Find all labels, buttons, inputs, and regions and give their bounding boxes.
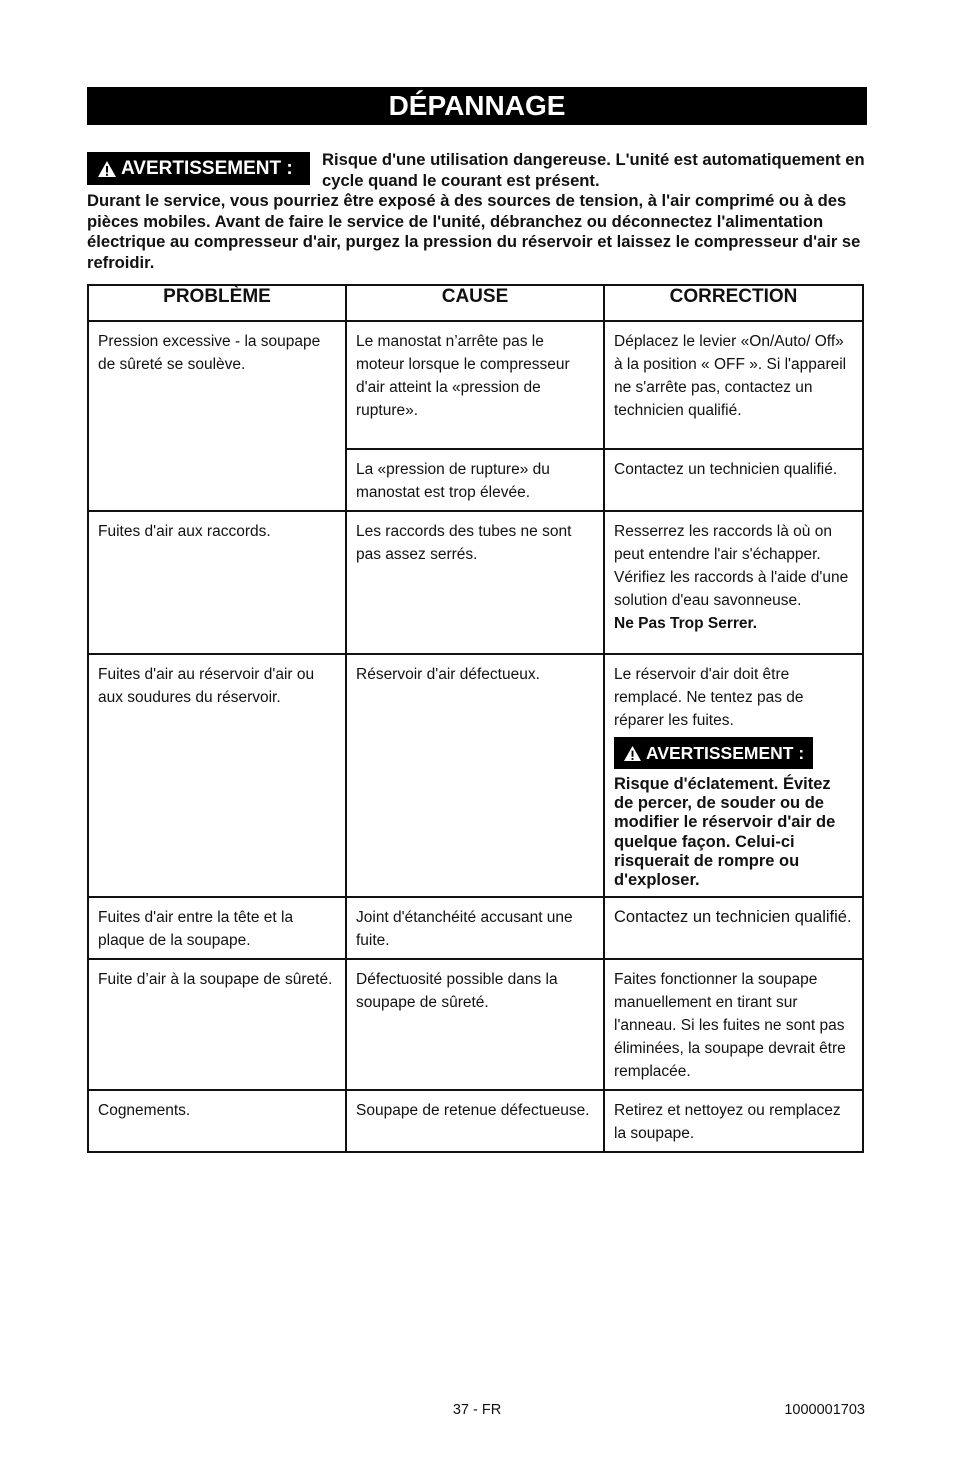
warning-badge-label: AVERTISSEMENT : [121, 157, 293, 179]
correction-cell: Contactez un technicien qualifié. [604, 449, 863, 511]
correction-cell [604, 511, 863, 654]
correction-cell: Contactez un technicien qualifié. [604, 897, 863, 959]
problem-cell: Fuites d'air au réservoir d'air ou aux soudures du réservoir. [88, 654, 346, 897]
correction-text: Resserrez les raccords là où on peut entendre l'air s'échapper. Vérifiez les raccords à l'aide d'une solution d'eau savonneuse. [614, 523, 849, 609]
table-row [88, 654, 863, 897]
troubleshooting-table [87, 284, 864, 1153]
warning-text [87, 150, 877, 274]
correction-cell: Déplacez le levier «On/Auto/ Off» à la position « OFF ». Si l'appareil ne s'arrête pas, contactez un technicien qualifié. [604, 321, 863, 449]
warning-triangle-icon [623, 745, 642, 762]
column-header-cause: CAUSE [346, 285, 604, 321]
problem-cell: Cognements. [88, 1090, 346, 1152]
page-title: DÉPANNAGE [87, 87, 867, 125]
cause-cell: Le manostat n’arrête pas le moteur lorsque le compresseur d'air atteint la «pression de rupture». [346, 321, 604, 449]
problem-cell: Fuite d’air à la soupape de sûreté. [88, 959, 346, 1090]
warning-lead: Risque d'une utilisation dangereuse. L'unité est automatiquement en cycle quand le courant est présent. [322, 150, 865, 190]
problem-cell: Fuites d'air aux raccords. [88, 511, 346, 654]
problem-cell: Pression excessive - la soupape de sûreté se soulève. [88, 321, 346, 511]
cell-warning [614, 737, 854, 890]
table-row [88, 321, 863, 449]
table-row [88, 959, 863, 1090]
column-header-correction: CORRECTION [604, 285, 863, 321]
problem-cell: Fuites d'air entre la tête et la plaque de la soupape. [88, 897, 346, 959]
correction-text: Le réservoir d'air doit être remplacé. Ne tentez pas de réparer les fuites. [614, 666, 804, 729]
warning-text: Risque d'éclatement. Évitez de percer, de souder ou de modifier le réservoir d'air de quelque façon. Celui-ci risquerait de rompre ou d'exploser. [614, 775, 836, 890]
cause-cell: Soupape de retenue défectueuse. [346, 1090, 604, 1152]
warning-badge-label: AVERTISSEMENT : [646, 742, 805, 763]
cause-cell: La «pression de rupture» du manostat est trop élevée. [346, 449, 604, 511]
page-number: 37 - FR [452, 1402, 502, 1418]
cause-cell: Les raccords des tubes ne sont pas assez serrés. [346, 511, 604, 654]
cause-cell: Joint d'étanchéité accusant une fuite. [346, 897, 604, 959]
correction-cell [604, 654, 863, 897]
correction-cell: Retirez et nettoyez ou remplacez la soupape. [604, 1090, 863, 1152]
cause-cell: Réservoir d'air défectueux. [346, 654, 604, 897]
correction-note: Ne Pas Trop Serrer. [614, 615, 758, 632]
table-header-row [88, 285, 863, 321]
warning-badge [614, 737, 813, 769]
correction-cell: Faites fonctionner la soupape manuellement en tirant sur l'anneau. Si les fuites ne sont pas éliminées, la soupape devrait être remplacée. [604, 959, 863, 1090]
warning-body: Durant le service, vous pourriez être exposé à des sources de tension, à l'air comprimé ou à des pièces mobiles. Avant de faire le service de l'unité, débranchez ou déconnectez l'alimentation électrique au compresseur d'air, purgez la pression du réservoir et laissez le compresseur d'air se refroidir. [87, 191, 861, 272]
column-header-problem: PROBLÈME [88, 285, 346, 321]
table-row [88, 1090, 863, 1152]
table-row [88, 511, 863, 654]
document-code: 1000001703 [784, 1402, 865, 1418]
table-row [88, 897, 863, 959]
cause-cell: Défectuosité possible dans la soupape de sûreté. [346, 959, 604, 1090]
